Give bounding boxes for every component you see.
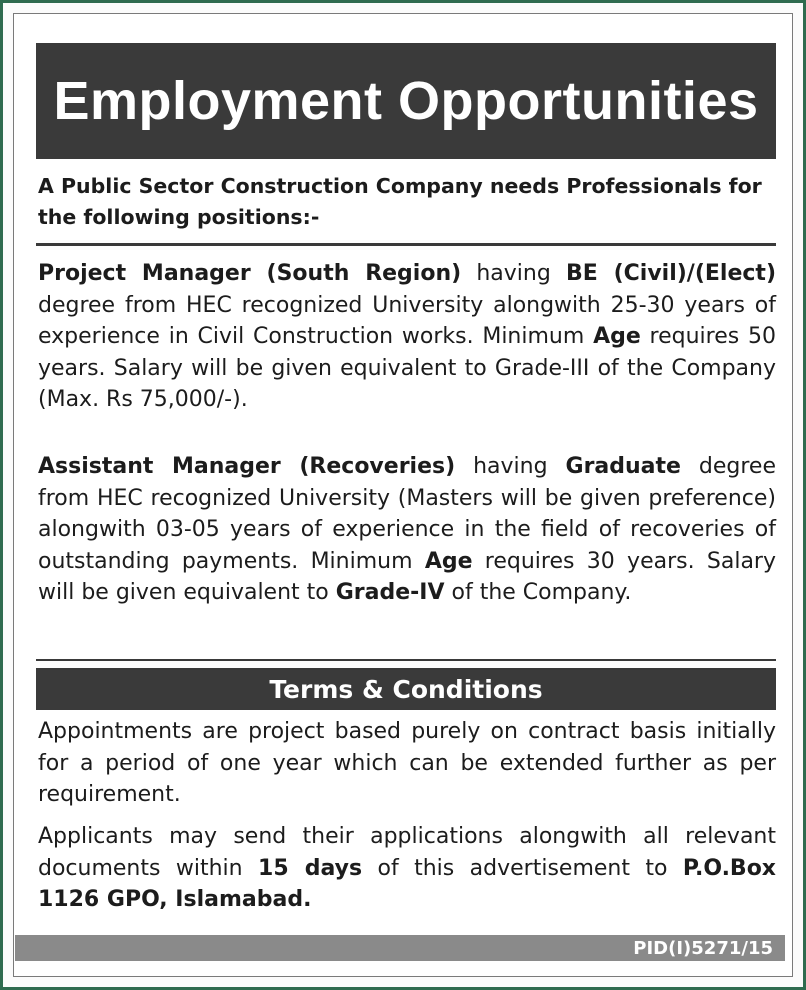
position-project-manager: [38, 258, 776, 416]
position-text: having: [455, 454, 566, 479]
position-title: Assistant Manager (Recoveries): [38, 454, 456, 479]
terms-paragraph-2: [38, 821, 776, 916]
divider: [36, 659, 776, 661]
position-text: requires 50 years. Salary will be given equivalent to Grade-III of the Company (Max. Rs 75,000/-).: [38, 324, 776, 412]
age-label: Age: [593, 324, 641, 349]
position-text: of the Company.: [444, 580, 632, 605]
intro-text: A Public Sector Construction Company needs Professionals for the following positions:-: [38, 174, 762, 229]
position-text: having: [461, 261, 566, 286]
position-degree: BE (Civil)/(Elect): [565, 261, 776, 286]
position-title: Project Manager (South Region): [38, 261, 462, 286]
pid-footer: PID(I)5271/15: [15, 935, 785, 961]
terms-text: of this advertisement to: [362, 855, 683, 881]
postal-address: P.O.Box 1126 GPO, Islamabad.: [38, 855, 776, 912]
terms-heading: Terms & Conditions: [36, 668, 776, 710]
grade-label: Grade-IV: [335, 580, 445, 605]
terms-text: Applicants may send their applications alongwith all relevant documents within: [38, 824, 776, 881]
age-label: Age: [424, 548, 473, 574]
deadline-days: 15 days: [258, 855, 363, 881]
position-text: degree from HEC recognized University (Masters will be given preference) alongwith 03-05 years of experience in the field of recoveries of outstanding payments. Minimum: [38, 454, 777, 574]
position-degree: Graduate: [565, 454, 681, 479]
divider: [36, 243, 776, 246]
position-text: requires 30 years. Salary will be given equivalent to: [38, 548, 776, 605]
position-text: degree from HEC recognized University alongwith 25-30 years of experience in Civil Construction works. Minimum: [38, 292, 776, 349]
ad-title: Employment Opportunities: [36, 43, 776, 159]
terms-paragraph-1: Appointments are project based purely on contract basis initially for a period of one year which can be extended further as per requirement.: [38, 719, 776, 807]
position-assistant-manager: [38, 451, 776, 609]
